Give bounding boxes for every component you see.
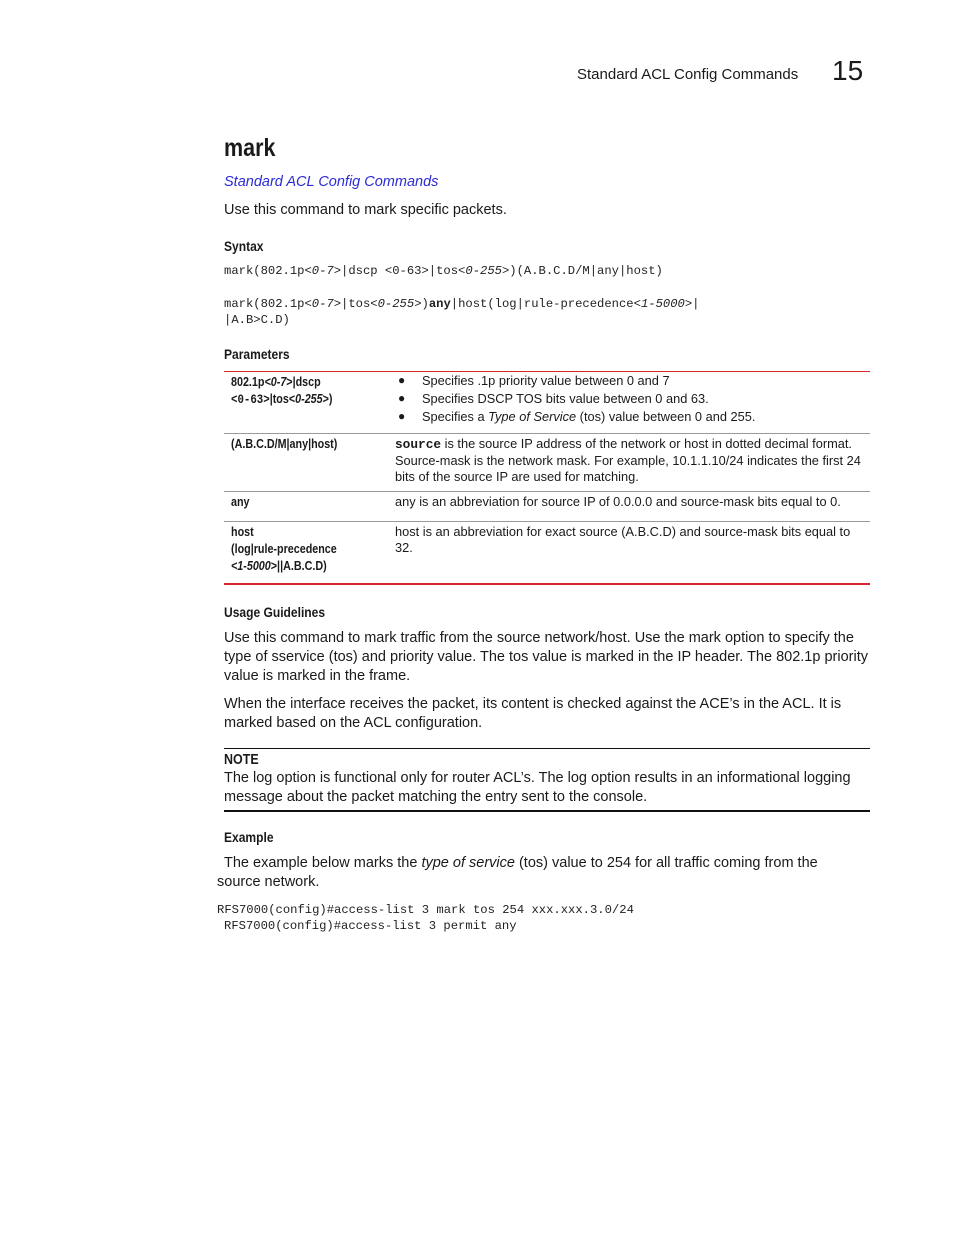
bullet-icon: ● xyxy=(398,409,406,423)
parameters-heading: Parameters xyxy=(224,346,290,362)
example-code-line-2: RFS7000(config)#access-list 3 permit any xyxy=(224,919,517,933)
table-top-rule xyxy=(224,371,870,372)
syntax-line-1: mark(802.1p<0-7>|dscp <0-63>|tos<0-255>)(A.B.C.D/M|any|host) xyxy=(224,264,663,278)
param-name-cont: <1-5000>||A.B.C.D) xyxy=(231,559,327,573)
breadcrumb-link[interactable]: Standard ACL Config Commands xyxy=(224,174,439,190)
bullet-icon: ● xyxy=(398,373,406,387)
chapter-number: 15 xyxy=(832,55,864,86)
syntax-line-2: mark(802.1p<0-7>|tos<0-255>)any|host(log|rule-precedence<1-5000>| xyxy=(224,297,700,311)
param-desc: any is an abbreviation for source IP of 0.0.0.0 and source-mask bits equal to 0. xyxy=(395,494,841,509)
bullet-icon: ● xyxy=(398,391,406,405)
row-divider xyxy=(224,433,870,434)
usage-paragraph-2: When the interface receives the packet, its content is checked against the ACE’s in the ACL. It is marked based on the ACL configuration. xyxy=(224,696,842,731)
param-name: 802.1p<0-7>|dscp xyxy=(231,375,321,389)
row-divider xyxy=(224,491,870,492)
param-name: (A.B.C.D/M|any|host) xyxy=(231,437,338,451)
param-desc: source is the source IP address of the network or host in dotted decimal format. Source-mask is the network mask. For example, 10.1.1.10/24 indicates the first 24 bits of the source IP are used for matching. xyxy=(395,436,861,484)
row-divider xyxy=(224,521,870,522)
page-title: mark xyxy=(224,134,276,162)
usage-paragraph-1: Use this command to mark traffic from the source network/host. Use the mark option to specify the type of sservice (tos) and priority value. The tos value is marked in the IP header. The 802.1p priority value is marked in the frame. xyxy=(224,630,868,684)
note-top-rule xyxy=(224,748,870,749)
example-heading: Example xyxy=(224,829,274,845)
syntax-heading: Syntax xyxy=(224,238,264,254)
param-name: any xyxy=(231,495,250,509)
usage-heading: Usage Guidelines xyxy=(224,604,326,620)
param-name-cont: <0-63>|tos<0-255>) xyxy=(231,392,333,407)
syntax-line-3: |A.B>C.D) xyxy=(224,313,290,327)
note-bottom-rule xyxy=(224,810,870,812)
note-label: NOTE xyxy=(224,752,259,768)
running-header-title: Standard ACL Config Commands xyxy=(577,66,799,83)
param-desc: Specifies .1p priority value between 0 and 7 xyxy=(422,373,670,388)
param-desc: Specifies a Type of Service (tos) value between 0 and 255. xyxy=(422,409,756,424)
param-name: host xyxy=(231,525,254,539)
note-text: The log option is functional only for router ACL’s. The log option results in an informational logging message about the packet matching the entry sent to the console. xyxy=(224,770,851,805)
example-code-line-1: RFS7000(config)#access-list 3 mark tos 254 xxx.xxx.3.0/24 xyxy=(217,903,634,917)
param-desc: Specifies DSCP TOS bits value between 0 and 63. xyxy=(422,391,709,406)
table-bottom-rule xyxy=(224,583,870,585)
example-text: The example below marks the type of service (tos) value to 254 for all traffic coming from the source network. xyxy=(217,855,818,890)
intro-text: Use this command to mark specific packets. xyxy=(224,202,507,218)
param-desc: host is an abbreviation for exact source (A.B.C.D) and source-mask bits equal to 32. xyxy=(395,524,851,555)
param-name-cont: (log|rule-precedence xyxy=(231,542,337,556)
